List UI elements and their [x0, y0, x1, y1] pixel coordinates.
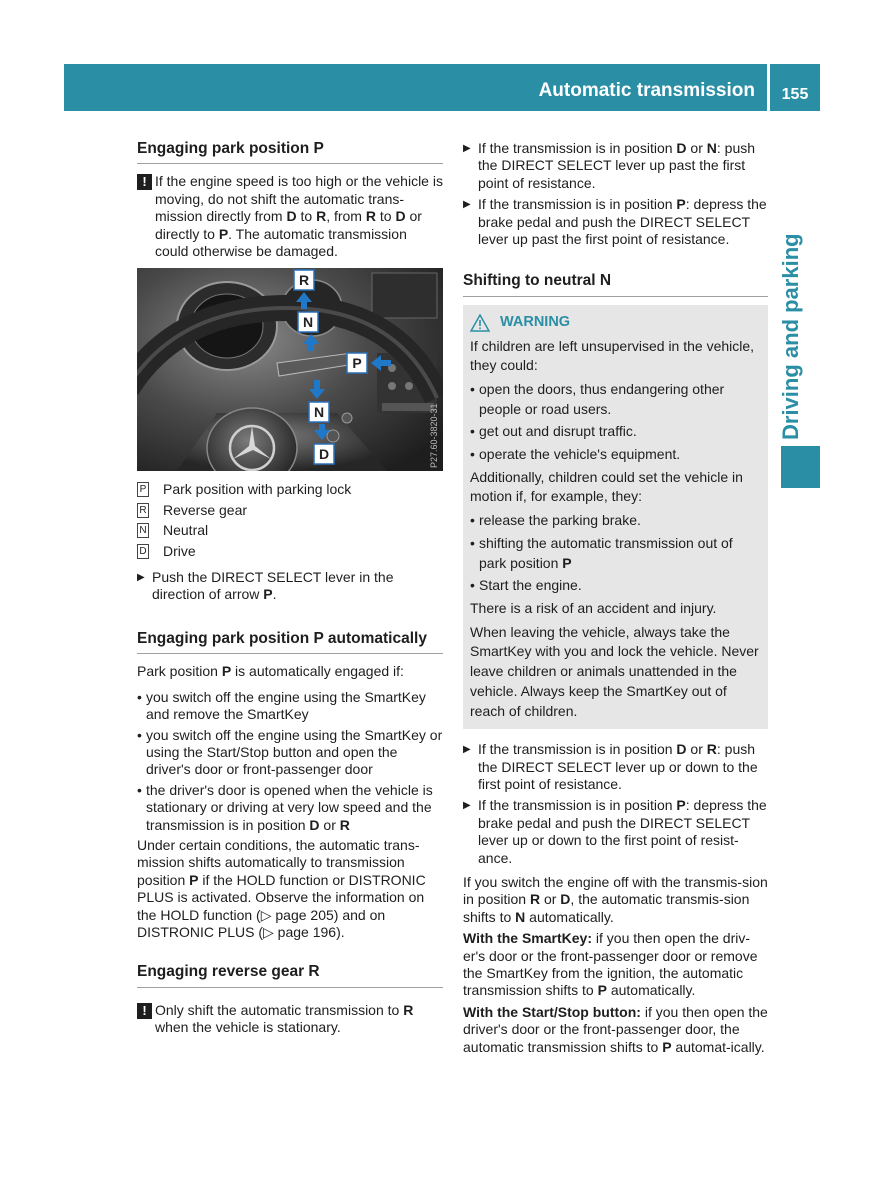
- notice-icon: !: [137, 174, 152, 190]
- left-column: [137, 140, 443, 1045]
- legend-text: Drive: [163, 542, 196, 559]
- notice-engine-speed: [137, 173, 443, 260]
- page-number: 155: [770, 64, 820, 111]
- notice-reverse: ! Only shift the automatic transmission to R when the vehicle is stationary.: [137, 1002, 443, 1037]
- photo-label-p: P: [352, 355, 362, 372]
- list-item: • operate the vehicle's equipment.: [470, 446, 681, 463]
- legend-item: [137, 502, 443, 519]
- warning-text: Additionally, children could set the vehicle in motion if, for example, they:: [470, 468, 743, 505]
- gear-legend: [137, 481, 443, 560]
- header-bar: [64, 64, 767, 111]
- list-item: • get out and disrupt traffic.: [470, 423, 637, 440]
- step-arrow-icon: ▶: [463, 143, 471, 154]
- legend-text: Neutral: [163, 522, 209, 539]
- instruction-step: ▶ If the transmission is in position P: depress the brake pedal and push the DIRECT SELECT lever up past the first point of resistance.: [463, 196, 767, 248]
- warning-triangle-icon: [470, 314, 490, 332]
- photo-label-n-lower: N: [313, 404, 325, 421]
- list-item: • you switch off the engine using the SmartKey and remove the SmartKey: [137, 688, 426, 723]
- legend-key: R: [137, 503, 149, 518]
- step-arrow-icon: ▶: [137, 572, 145, 584]
- instruction-step: ▶ If the transmission is in position D or R: push the DIRECT SELECT lever up or down to the first point of resistance.: [463, 741, 758, 793]
- warning-header: [470, 313, 761, 333]
- legend-text: Reverse gear: [163, 501, 248, 518]
- paragraph: With the Start/Stop button: if you then open the driver's door or the front-passenger door, the automatic transmission shifts to P automat-ically.: [463, 1003, 768, 1055]
- heading-park-auto: Engaging park position P automatically: [137, 630, 443, 654]
- warning-box: [463, 305, 768, 729]
- right-column: [463, 140, 768, 1062]
- list-item: • release the parking brake.: [470, 512, 641, 529]
- photo-label-n-upper: N: [302, 314, 314, 331]
- instruction-step: ▶ If the transmission is in position P: depress the brake pedal and push the DIRECT SELECT lever up or down to the first point of resist-ance.: [463, 797, 767, 866]
- warning-text: When leaving the vehicle, always take the SmartKey with you and lock the vehicle. Never leave children or animals unattended in the vehicle. Always keep the SmartKey out of reach of children.: [470, 623, 759, 719]
- legend-key: P: [137, 482, 149, 497]
- paragraph: Under certain conditions, the automatic trans-mission shifts automatically to transmission position P if the HOLD function or DISTRONIC PLUS is activated. Observe the information on the HOLD function (▷ page 205) and on DISTRONIC PLUS (▷ page 196).: [137, 836, 426, 940]
- legend-item: [137, 522, 443, 539]
- step-arrow-icon: ▶: [463, 744, 471, 756]
- photo-label-r: R: [298, 272, 310, 289]
- notice-text: If the engine speed is too high or the vehicle is moving, do not shift the automatic trans-mission directly from D to R, from R to D or directly to P. The automatic transmission could otherwise be damaged.: [155, 173, 443, 260]
- list-item: • open the doors, thus endangering other people or road users.: [470, 380, 725, 417]
- heading-park-position: Engaging park position P: [137, 140, 443, 164]
- warning-title: WARNING: [500, 313, 571, 330]
- step-arrow-icon: ▶: [463, 199, 471, 211]
- photo-label-d: D: [318, 446, 330, 463]
- list-item: • Start the engine.: [470, 577, 582, 594]
- warning-text: If children are left unsupervised in the vehicle, they could:: [470, 337, 755, 374]
- legend-key: D: [137, 544, 149, 559]
- list-item: • the driver's door is opened when the vehicle is stationary or driving at very low speed and the transmission is in position D or R: [137, 781, 433, 833]
- side-tab-label: Driving and parking: [778, 233, 803, 440]
- paragraph: With the SmartKey: if you then open the driv-er's door or the front-passenger door or remove the SmartKey from the ignition, the automatic transmission shifts to P automatically.: [463, 930, 758, 999]
- notice-icon: !: [137, 1003, 152, 1019]
- list-item: • shifting the automatic transmission out of park position P: [470, 534, 733, 571]
- instruction-step: ▶ Push the DIRECT SELECT lever in the direction of arrow P.: [137, 569, 394, 603]
- paragraph: Park position P is automatically engaged if:: [137, 663, 404, 680]
- side-tab-marker: [781, 446, 820, 488]
- photo-code: P27.60-3820-31: [429, 403, 439, 469]
- heading-reverse-gear: Engaging reverse gear R: [137, 963, 443, 987]
- legend-text: Park position with parking lock: [163, 481, 352, 498]
- paragraph: If you switch the engine off with the transmis-sion in position R or D, the automatic transmis-sion shifts to N automatically.: [463, 874, 768, 925]
- section-title: Automatic transmission: [538, 80, 755, 101]
- legend-item: [137, 481, 443, 498]
- direct-select-lever-photo: [137, 268, 443, 471]
- legend-key: N: [137, 523, 149, 538]
- warning-text: There is a risk of an accident and injury.: [470, 599, 717, 616]
- instruction-step: ▶ If the transmission is in position D or N: push the DIRECT SELECT lever up past the first point of resistance.: [463, 140, 756, 191]
- heading-neutral: Shifting to neutral N: [463, 272, 768, 296]
- legend-item: [137, 543, 443, 560]
- list-item: • you switch off the engine using the SmartKey or using the Start/Stop button and open the driver's door or front-passenger door: [137, 726, 443, 778]
- step-arrow-icon: ▶: [463, 800, 471, 812]
